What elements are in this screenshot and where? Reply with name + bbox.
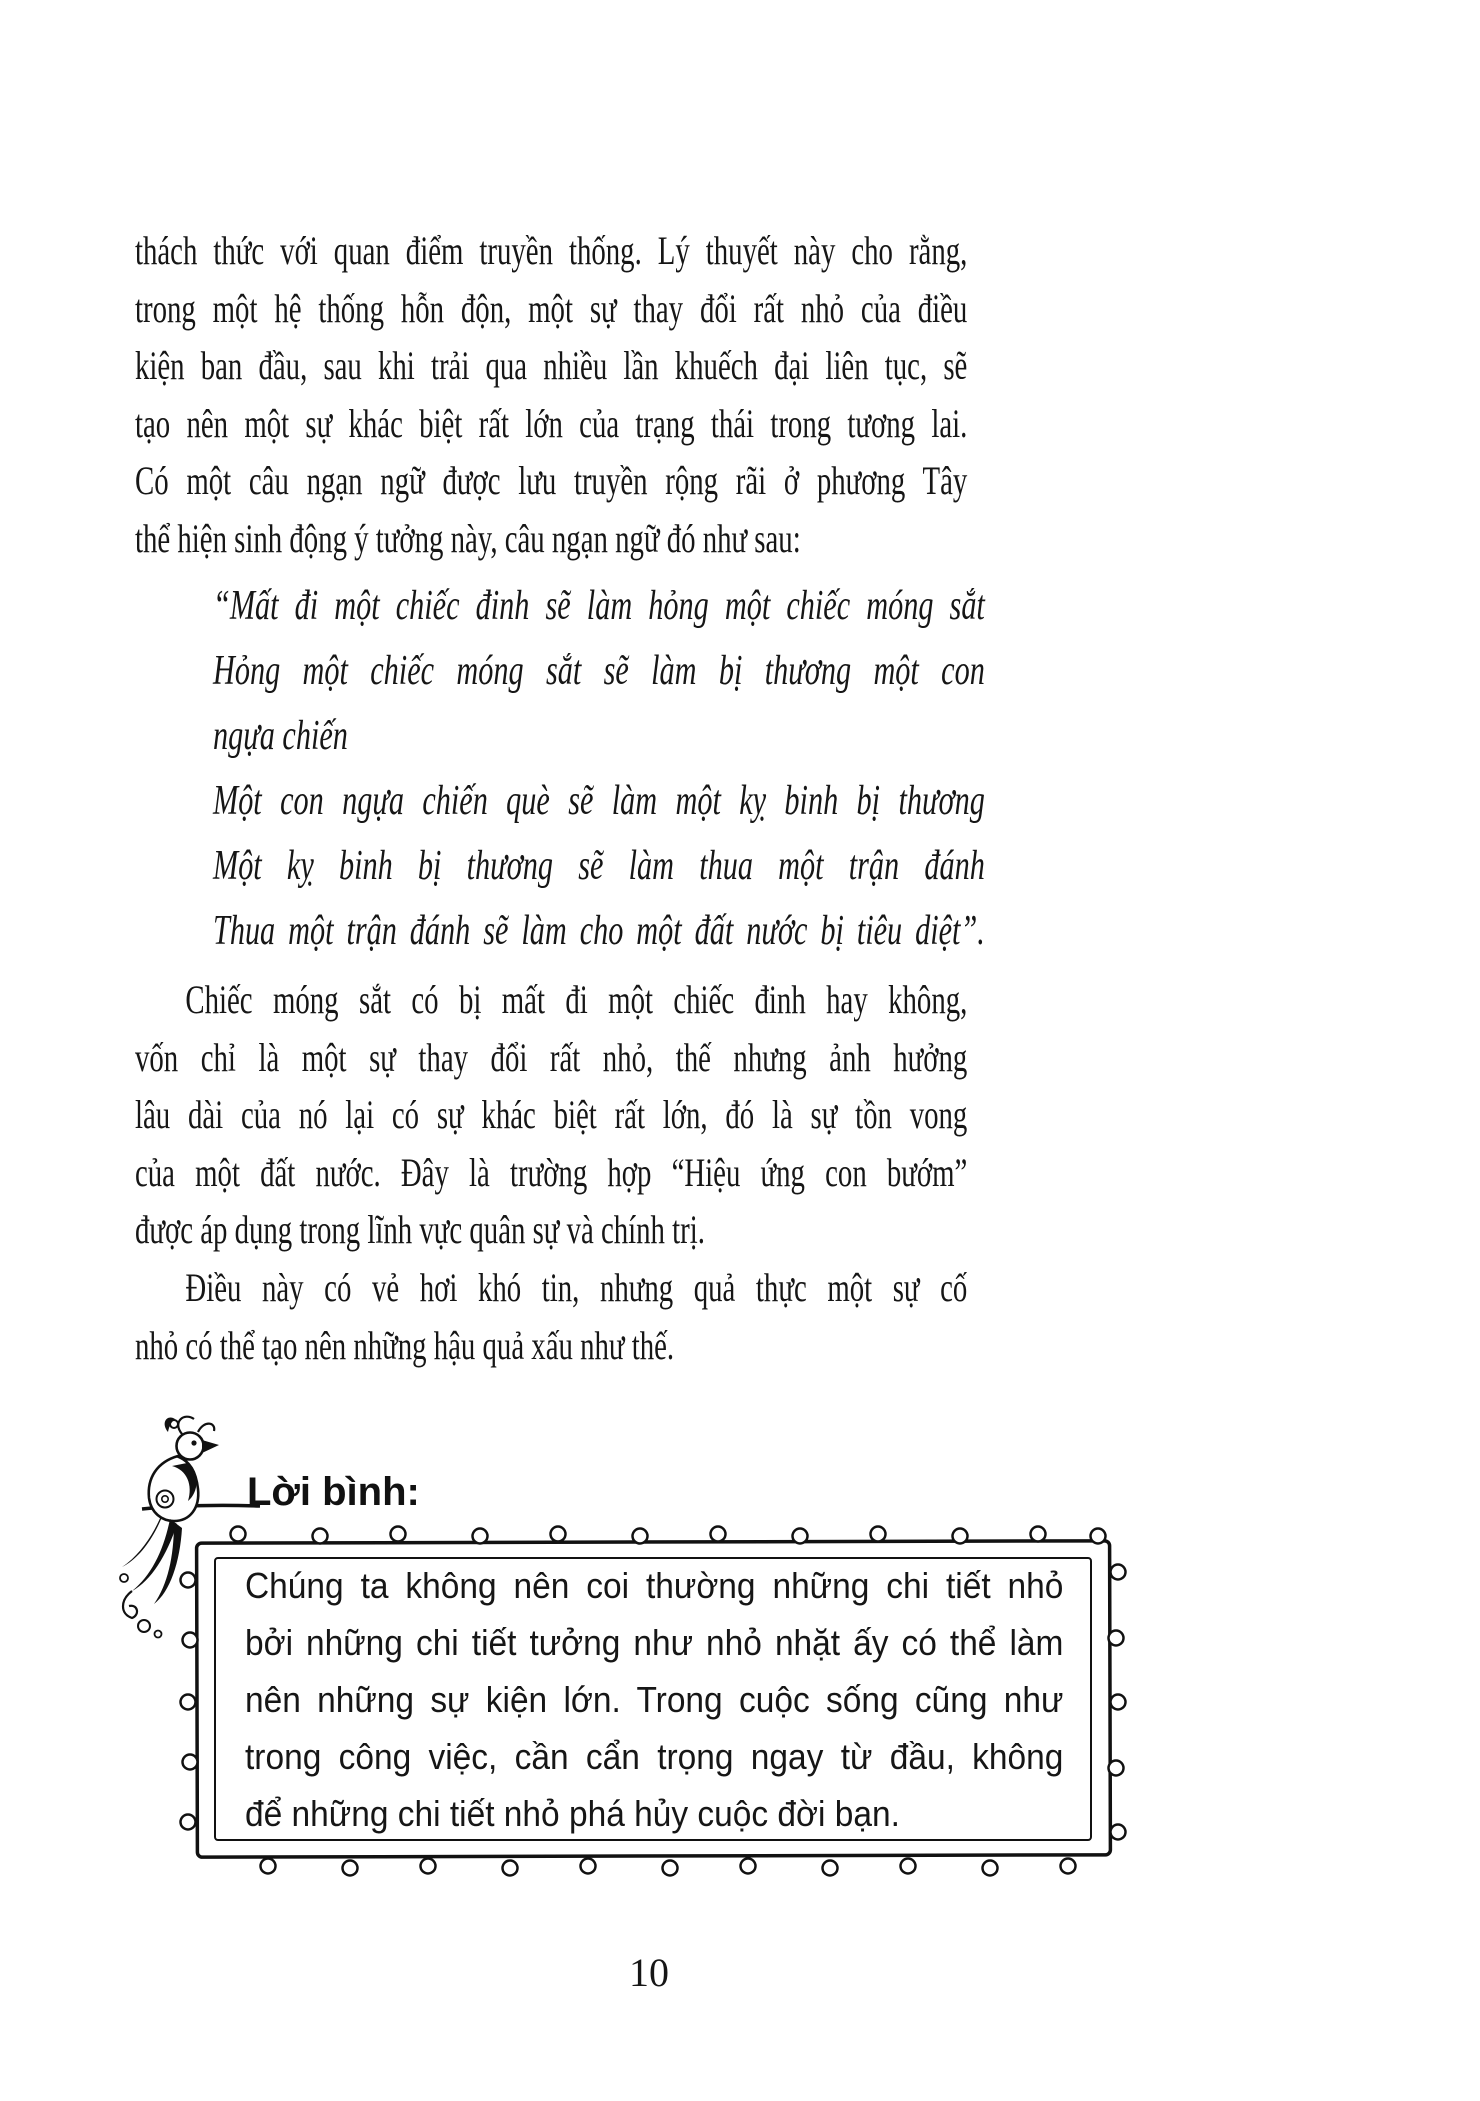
quote-line: Một con ngựa chiến què sẽ làm một kỵ binh bị thương [213, 778, 985, 824]
text-line: Điều này có vẻ hơi khó tin, nhưng quả thực một sự cố [185, 1265, 968, 1310]
quote-line: ngựa chiến [213, 713, 348, 759]
quote-line: Một kỵ binh bị thương sẽ làm thua một trận đánh [213, 843, 985, 889]
text-line: của một đất nước. Đây là trường hợp “Hiệu ứng con bướm” [135, 1149, 968, 1195]
text-line: trong một hệ thống hỗn độn, một sự thay đổi rất nhỏ của điều [135, 285, 968, 331]
text-line: được áp dụng trong lĩnh vực quân sự và chính trị. [135, 1207, 705, 1252]
paragraph-1 [135, 222, 1291, 567]
commentary-box [245, 1557, 1125, 1842]
text-line: thể hiện sinh động ý tưởng này, câu ngạn ngữ đó như sau: [135, 515, 801, 561]
quote-line: Hỏng một chiếc móng sắt sẽ làm bị thương một con [213, 648, 985, 694]
proverb-quote [213, 574, 1285, 964]
box-text-line: nên những sự kiện lớn. Trong cuộc sống cũng như [245, 1679, 1064, 1720]
quote-line: “Mất đi một chiếc đinh sẽ làm hỏng một chiếc móng sắt [213, 583, 985, 629]
text-line: tạo nên một sự khác biệt rất lớn của trạng thái trong tương lai. [135, 400, 968, 446]
text-line: thách thức với quan điểm truyền thống. Lý thuyết này cho rằng, [135, 228, 968, 273]
box-text-line: bởi những chi tiết tưởng như nhỏ nhặt ấy có thể làm [245, 1622, 1064, 1663]
box-text-line: Chúng ta không nên coi thường những chi tiết nhỏ [245, 1565, 1064, 1606]
text-line: Có một câu ngạn ngữ được lưu truyền rộng rãi ở phương Tây [135, 458, 968, 503]
paragraph-2 [135, 971, 1291, 1259]
text-line: vốn chỉ là một sự thay đổi rất nhỏ, thế nhưng ảnh hưởng [135, 1034, 968, 1080]
text-line: kiện ban đầu, sau khi trải qua nhiều lần khuếch đại liên tục, sẽ [135, 343, 968, 388]
text-line: nhỏ có thể tạo nên những hậu quả xấu như thế. [135, 1322, 675, 1368]
box-text-line: trong công việc, cần cẩn trọng ngay từ đầu, không [245, 1736, 1064, 1777]
page-number: 10 [629, 1950, 669, 1995]
commentary-label: Lời bình: [247, 1470, 420, 1514]
paragraph-3 [135, 1259, 1291, 1374]
quote-line: Thua một trận đánh sẽ làm cho một đất nước bị tiêu diệt”. [213, 908, 985, 954]
text-line: lâu dài của nó lại có sự khác biệt rất lớn, đó là sự tồn vong [135, 1092, 968, 1137]
box-text-line: để những chi tiết nhỏ phá hủy cuộc đời bạn. [245, 1793, 900, 1834]
text-line: Chiếc móng sắt có bị mất đi một chiếc đinh hay không, [185, 977, 968, 1022]
